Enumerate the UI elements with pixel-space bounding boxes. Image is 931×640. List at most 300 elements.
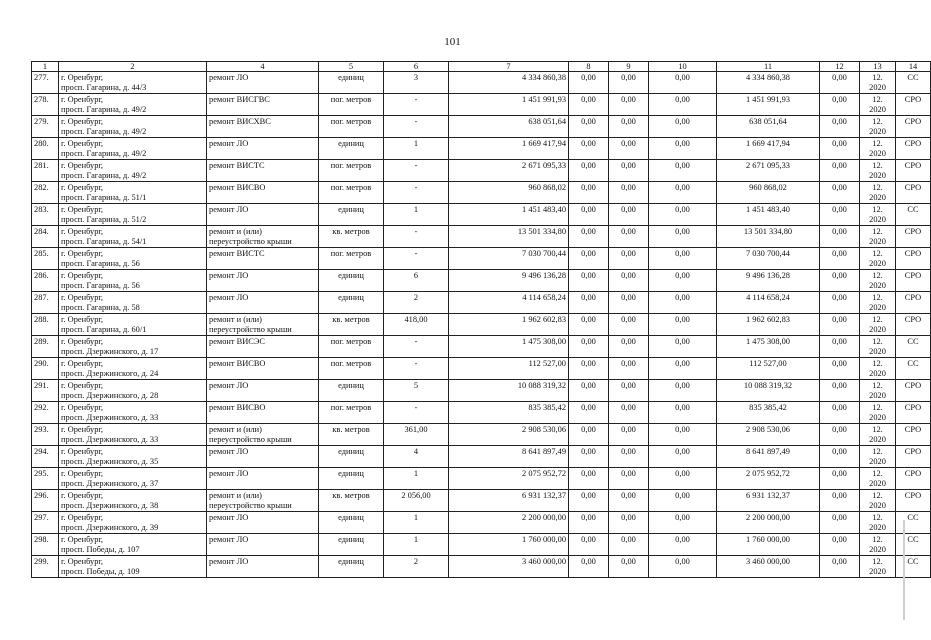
deadline-month: 12. — [872, 205, 883, 214]
address-cell — [59, 490, 207, 512]
address-city: г. Оренбург, — [61, 117, 104, 126]
work-type-cell — [207, 468, 319, 490]
deadline-month: 12. — [872, 249, 883, 258]
address-street: просп. Дзержинского, д. 33 — [61, 413, 159, 422]
col-9-cell: 0,00 — [609, 226, 649, 248]
row-number: 279. — [32, 116, 59, 138]
unit-cell: пог. метров — [319, 402, 384, 424]
address-city: г. Оренбург, — [61, 161, 104, 170]
address-cell — [59, 380, 207, 402]
unit-cell: пог. метров — [319, 248, 384, 270]
cost-cell: 1 760 000,00 — [449, 534, 569, 556]
fund-type-cell: СРО — [896, 292, 931, 314]
address-street: просп. Дзержинского, д. 17 — [61, 347, 159, 356]
cost-cell: 2 671 095,33 — [449, 160, 569, 182]
work-type-line-1: ремонт ЛО — [209, 139, 249, 148]
col-8-cell: 0,00 — [569, 468, 609, 490]
column-number-header-row — [32, 62, 931, 72]
fund-type-cell: СРО — [896, 314, 931, 336]
deadline-month: 12. — [872, 359, 883, 368]
row-number: 287. — [32, 292, 59, 314]
deadline-cell — [860, 160, 896, 182]
work-type-cell — [207, 94, 319, 116]
table-row — [32, 424, 931, 446]
address-cell — [59, 160, 207, 182]
cost-cell: 1 962 602,83 — [449, 314, 569, 336]
total-cell: 1 669 417,94 — [717, 138, 820, 160]
work-type-line-1: ремонт ЛО — [209, 73, 249, 82]
quantity-cell: 2 056,00 — [384, 490, 449, 512]
work-type-line-1: ремонт ВИСВО — [209, 183, 266, 192]
table-row — [32, 270, 931, 292]
total-cell: 1 962 602,83 — [717, 314, 820, 336]
column-header-3: 4 — [207, 62, 319, 72]
col-12-cell: 0,00 — [820, 72, 860, 94]
quantity-cell: - — [384, 116, 449, 138]
column-header-2: 2 — [59, 62, 207, 72]
total-cell: 2 200 000,00 — [717, 512, 820, 534]
col-9-cell: 0,00 — [609, 182, 649, 204]
work-type-line-1: ремонт ЛО — [209, 469, 249, 478]
address-cell — [59, 204, 207, 226]
quantity-cell: 1 — [384, 512, 449, 534]
quantity-cell: 2 — [384, 292, 449, 314]
col-12-cell: 0,00 — [820, 248, 860, 270]
column-header-1: 1 — [32, 62, 59, 72]
col-10-cell: 0,00 — [649, 160, 717, 182]
deadline-cell — [860, 358, 896, 380]
deadline-year: 2020 — [869, 523, 886, 532]
total-cell: 4 114 658,24 — [717, 292, 820, 314]
col-10-cell: 0,00 — [649, 402, 717, 424]
work-type-line-1: ремонт и (или) — [209, 491, 262, 500]
address-city: г. Оренбург, — [61, 491, 104, 500]
address-cell — [59, 182, 207, 204]
work-type-cell — [207, 358, 319, 380]
work-type-cell — [207, 336, 319, 358]
row-number: 294. — [32, 446, 59, 468]
address-street: просп. Гагарина, д. 51/1 — [61, 193, 147, 202]
work-type-cell — [207, 512, 319, 534]
work-type-line-1: ремонт ЛО — [209, 557, 249, 566]
fund-type-cell: СРО — [896, 270, 931, 292]
col-10-cell: 0,00 — [649, 94, 717, 116]
cost-cell: 1 451 991,93 — [449, 94, 569, 116]
address-cell — [59, 424, 207, 446]
column-header-10: 11 — [717, 62, 820, 72]
work-type-cell — [207, 556, 319, 578]
unit-cell: пог. метров — [319, 94, 384, 116]
col-12-cell: 0,00 — [820, 204, 860, 226]
address-city: г. Оренбург, — [61, 403, 104, 412]
total-cell: 6 931 132,37 — [717, 490, 820, 512]
quantity-cell: 418,00 — [384, 314, 449, 336]
work-type-line-1: ремонт ВИСХВС — [209, 117, 271, 126]
deadline-cell — [860, 182, 896, 204]
quantity-cell: - — [384, 358, 449, 380]
address-street: просп. Гагарина, д. 44/3 — [61, 83, 147, 92]
deadline-month: 12. — [872, 293, 883, 302]
col-8-cell: 0,00 — [569, 446, 609, 468]
address-city: г. Оренбург, — [61, 557, 104, 566]
work-type-cell — [207, 226, 319, 248]
deadline-month: 12. — [872, 117, 883, 126]
deadline-month: 12. — [872, 73, 883, 82]
col-8-cell: 0,00 — [569, 424, 609, 446]
unit-cell: единиц — [319, 72, 384, 94]
col-9-cell: 0,00 — [609, 248, 649, 270]
col-8-cell: 0,00 — [569, 534, 609, 556]
address-cell — [59, 270, 207, 292]
quantity-cell: 6 — [384, 270, 449, 292]
address-street: просп. Гагарина, д. 49/2 — [61, 149, 147, 158]
deadline-year: 2020 — [869, 281, 886, 290]
fund-type-cell: СРО — [896, 160, 931, 182]
work-type-cell — [207, 314, 319, 336]
work-type-line-1: ремонт и (или) — [209, 425, 262, 434]
work-type-line-1: ремонт ЛО — [209, 293, 249, 302]
work-type-line-1: ремонт ЛО — [209, 381, 249, 390]
deadline-cell — [860, 534, 896, 556]
fund-type-cell: СРО — [896, 468, 931, 490]
deadline-year: 2020 — [869, 105, 886, 114]
deadline-cell — [860, 94, 896, 116]
col-9-cell: 0,00 — [609, 116, 649, 138]
col-12-cell: 0,00 — [820, 380, 860, 402]
quantity-cell: 1 — [384, 138, 449, 160]
fund-type-cell: СС — [896, 512, 931, 534]
work-type-line-2: переустройство крыши — [209, 325, 292, 334]
cost-cell: 6 931 132,37 — [449, 490, 569, 512]
cost-cell: 3 460 000,00 — [449, 556, 569, 578]
col-12-cell: 0,00 — [820, 358, 860, 380]
work-type-cell — [207, 490, 319, 512]
deadline-month: 12. — [872, 381, 883, 390]
deadline-cell — [860, 270, 896, 292]
address-cell — [59, 72, 207, 94]
quantity-cell: - — [384, 182, 449, 204]
row-number: 286. — [32, 270, 59, 292]
deadline-cell — [860, 512, 896, 534]
deadline-month: 12. — [872, 425, 883, 434]
address-city: г. Оренбург, — [61, 205, 104, 214]
row-number: 285. — [32, 248, 59, 270]
work-type-line-1: ремонт и (или) — [209, 227, 262, 236]
col-9-cell: 0,00 — [609, 270, 649, 292]
column-header-8: 9 — [609, 62, 649, 72]
deadline-cell — [860, 556, 896, 578]
address-street: просп. Гагарина, д. 49/2 — [61, 171, 147, 180]
cost-cell: 7 030 700,44 — [449, 248, 569, 270]
table-body — [32, 72, 931, 578]
col-8-cell: 0,00 — [569, 336, 609, 358]
cost-cell: 112 527,00 — [449, 358, 569, 380]
work-type-line-1: ремонт ЛО — [209, 513, 249, 522]
fund-type-cell: СС — [896, 534, 931, 556]
cost-cell: 10 088 319,32 — [449, 380, 569, 402]
col-12-cell: 0,00 — [820, 292, 860, 314]
address-city: г. Оренбург, — [61, 315, 104, 324]
table-row — [32, 336, 931, 358]
table-row — [32, 182, 931, 204]
deadline-cell — [860, 138, 896, 160]
deadline-cell — [860, 292, 896, 314]
deadline-month: 12. — [872, 271, 883, 280]
row-number: 293. — [32, 424, 59, 446]
col-9-cell: 0,00 — [609, 402, 649, 424]
repair-register-table — [31, 61, 931, 578]
deadline-cell — [860, 446, 896, 468]
address-street: просп. Гагарина, д. 49/2 — [61, 127, 147, 136]
address-street: просп. Гагарина, д. 56 — [61, 259, 140, 268]
quantity-cell: - — [384, 402, 449, 424]
col-9-cell: 0,00 — [609, 556, 649, 578]
work-type-cell — [207, 138, 319, 160]
quantity-cell: 361,00 — [384, 424, 449, 446]
deadline-month: 12. — [872, 161, 883, 170]
table-row — [32, 556, 931, 578]
work-type-cell — [207, 160, 319, 182]
address-city: г. Оренбург, — [61, 183, 104, 192]
col-12-cell: 0,00 — [820, 94, 860, 116]
address-street: просп. Дзержинского, д. 37 — [61, 479, 159, 488]
work-type-line-1: ремонт ВИСЭС — [209, 337, 265, 346]
address-street: просп. Дзержинского, д. 35 — [61, 457, 159, 466]
fund-type-cell: СРО — [896, 402, 931, 424]
total-cell: 835 385,42 — [717, 402, 820, 424]
cost-cell: 9 496 136,28 — [449, 270, 569, 292]
row-number: 277. — [32, 72, 59, 94]
deadline-month: 12. — [872, 513, 883, 522]
unit-cell: единиц — [319, 138, 384, 160]
deadline-month: 12. — [872, 337, 883, 346]
col-12-cell: 0,00 — [820, 512, 860, 534]
deadline-cell — [860, 204, 896, 226]
col-10-cell: 0,00 — [649, 292, 717, 314]
work-type-line-1: ремонт ВИСГВС — [209, 95, 270, 104]
unit-cell: пог. метров — [319, 182, 384, 204]
quantity-cell: 3 — [384, 72, 449, 94]
column-header-4: 5 — [319, 62, 384, 72]
col-9-cell: 0,00 — [609, 204, 649, 226]
deadline-month: 12. — [872, 557, 883, 566]
deadline-year: 2020 — [869, 391, 886, 400]
col-10-cell: 0,00 — [649, 226, 717, 248]
deadline-month: 12. — [872, 315, 883, 324]
work-type-cell — [207, 204, 319, 226]
table-row — [32, 116, 931, 138]
total-cell: 7 030 700,44 — [717, 248, 820, 270]
row-number: 292. — [32, 402, 59, 424]
deadline-cell — [860, 490, 896, 512]
table-row — [32, 402, 931, 424]
deadline-year: 2020 — [869, 369, 886, 378]
address-city: г. Оренбург, — [61, 271, 104, 280]
address-cell — [59, 358, 207, 380]
deadline-year: 2020 — [869, 457, 886, 466]
deadline-year: 2020 — [869, 325, 886, 334]
deadline-month: 12. — [872, 183, 883, 192]
col-9-cell: 0,00 — [609, 446, 649, 468]
col-10-cell: 0,00 — [649, 424, 717, 446]
unit-cell: кв. метров — [319, 314, 384, 336]
address-street: просп. Гагарина, д. 51/2 — [61, 215, 147, 224]
deadline-cell — [860, 314, 896, 336]
deadline-year: 2020 — [869, 237, 886, 246]
fund-type-cell: СРО — [896, 94, 931, 116]
unit-cell: единиц — [319, 292, 384, 314]
row-number: 289. — [32, 336, 59, 358]
quantity-cell: - — [384, 248, 449, 270]
deadline-cell — [860, 226, 896, 248]
col-10-cell: 0,00 — [649, 116, 717, 138]
quantity-cell: - — [384, 94, 449, 116]
col-9-cell: 0,00 — [609, 380, 649, 402]
col-12-cell: 0,00 — [820, 138, 860, 160]
row-number: 282. — [32, 182, 59, 204]
address-city: г. Оренбург, — [61, 535, 104, 544]
col-12-cell: 0,00 — [820, 446, 860, 468]
address-cell — [59, 336, 207, 358]
col-8-cell: 0,00 — [569, 160, 609, 182]
table-row — [32, 94, 931, 116]
row-number: 296. — [32, 490, 59, 512]
address-street: просп. Дзержинского, д. 33 — [61, 435, 159, 444]
fund-type-cell: СРО — [896, 138, 931, 160]
fund-type-cell: СС — [896, 72, 931, 94]
col-10-cell: 0,00 — [649, 248, 717, 270]
total-cell: 10 088 319,32 — [717, 380, 820, 402]
col-9-cell: 0,00 — [609, 160, 649, 182]
col-10-cell: 0,00 — [649, 380, 717, 402]
col-12-cell: 0,00 — [820, 270, 860, 292]
total-cell: 2 908 530,06 — [717, 424, 820, 446]
total-cell: 1 475 308,00 — [717, 336, 820, 358]
cost-cell: 4 114 658,24 — [449, 292, 569, 314]
row-number: 298. — [32, 534, 59, 556]
address-cell — [59, 446, 207, 468]
cost-cell: 2 908 530,06 — [449, 424, 569, 446]
address-street: просп. Дзержинского, д. 38 — [61, 501, 159, 510]
total-cell: 638 051,64 — [717, 116, 820, 138]
col-9-cell: 0,00 — [609, 534, 649, 556]
work-type-cell — [207, 72, 319, 94]
col-8-cell: 0,00 — [569, 512, 609, 534]
col-9-cell: 0,00 — [609, 468, 649, 490]
col-8-cell: 0,00 — [569, 270, 609, 292]
deadline-year: 2020 — [869, 501, 886, 510]
col-8-cell: 0,00 — [569, 72, 609, 94]
work-type-line-1: ремонт ВИСВО — [209, 403, 266, 412]
address-cell — [59, 248, 207, 270]
table-row — [32, 512, 931, 534]
total-cell: 2 671 095,33 — [717, 160, 820, 182]
scan-edge-mark — [903, 520, 905, 620]
col-9-cell: 0,00 — [609, 72, 649, 94]
col-12-cell: 0,00 — [820, 424, 860, 446]
deadline-year: 2020 — [869, 171, 886, 180]
col-10-cell: 0,00 — [649, 314, 717, 336]
table-row — [32, 72, 931, 94]
quantity-cell: 1 — [384, 468, 449, 490]
cost-cell: 835 385,42 — [449, 402, 569, 424]
work-type-line-2: переустройство крыши — [209, 501, 292, 510]
work-type-cell — [207, 182, 319, 204]
col-10-cell: 0,00 — [649, 72, 717, 94]
col-8-cell: 0,00 — [569, 204, 609, 226]
address-cell — [59, 402, 207, 424]
quantity-cell: 1 — [384, 534, 449, 556]
col-10-cell: 0,00 — [649, 512, 717, 534]
col-9-cell: 0,00 — [609, 94, 649, 116]
total-cell: 8 641 897,49 — [717, 446, 820, 468]
total-cell: 2 075 952,72 — [717, 468, 820, 490]
fund-type-cell: СРО — [896, 248, 931, 270]
col-12-cell: 0,00 — [820, 468, 860, 490]
address-street: просп. Гагарина, д. 49/2 — [61, 105, 147, 114]
total-cell: 9 496 136,28 — [717, 270, 820, 292]
col-10-cell: 0,00 — [649, 358, 717, 380]
col-10-cell: 0,00 — [649, 534, 717, 556]
address-city: г. Оренбург, — [61, 359, 104, 368]
quantity-cell: - — [384, 226, 449, 248]
col-12-cell: 0,00 — [820, 534, 860, 556]
unit-cell: единиц — [319, 204, 384, 226]
fund-type-cell: СРО — [896, 226, 931, 248]
work-type-line-2: переустройство крыши — [209, 237, 292, 246]
address-cell — [59, 314, 207, 336]
fund-type-cell: СС — [896, 556, 931, 578]
col-10-cell: 0,00 — [649, 468, 717, 490]
cost-cell: 1 669 417,94 — [449, 138, 569, 160]
address-cell — [59, 138, 207, 160]
deadline-year: 2020 — [869, 215, 886, 224]
col-12-cell: 0,00 — [820, 336, 860, 358]
col-9-cell: 0,00 — [609, 292, 649, 314]
col-12-cell: 0,00 — [820, 160, 860, 182]
table-row — [32, 490, 931, 512]
column-header-9: 10 — [649, 62, 717, 72]
deadline-cell — [860, 424, 896, 446]
table-row — [32, 314, 931, 336]
work-type-line-1: ремонт ЛО — [209, 535, 249, 544]
col-9-cell: 0,00 — [609, 138, 649, 160]
table-row — [32, 534, 931, 556]
row-number: 290. — [32, 358, 59, 380]
address-city: г. Оренбург, — [61, 227, 104, 236]
col-12-cell: 0,00 — [820, 556, 860, 578]
column-header-11: 12 — [820, 62, 860, 72]
row-number: 299. — [32, 556, 59, 578]
col-8-cell: 0,00 — [569, 226, 609, 248]
total-cell: 960 868,02 — [717, 182, 820, 204]
work-type-cell — [207, 292, 319, 314]
address-street: просп. Гагарина, д. 54/1 — [61, 237, 147, 246]
col-12-cell: 0,00 — [820, 116, 860, 138]
col-10-cell: 0,00 — [649, 270, 717, 292]
fund-type-cell: СС — [896, 358, 931, 380]
fund-type-cell: СРО — [896, 182, 931, 204]
work-type-cell — [207, 424, 319, 446]
work-type-line-1: ремонт ЛО — [209, 205, 249, 214]
col-8-cell: 0,00 — [569, 358, 609, 380]
deadline-month: 12. — [872, 227, 883, 236]
total-cell: 1 760 000,00 — [717, 534, 820, 556]
address-cell — [59, 534, 207, 556]
address-cell — [59, 226, 207, 248]
deadline-year: 2020 — [869, 259, 886, 268]
address-city: г. Оренбург, — [61, 447, 104, 456]
